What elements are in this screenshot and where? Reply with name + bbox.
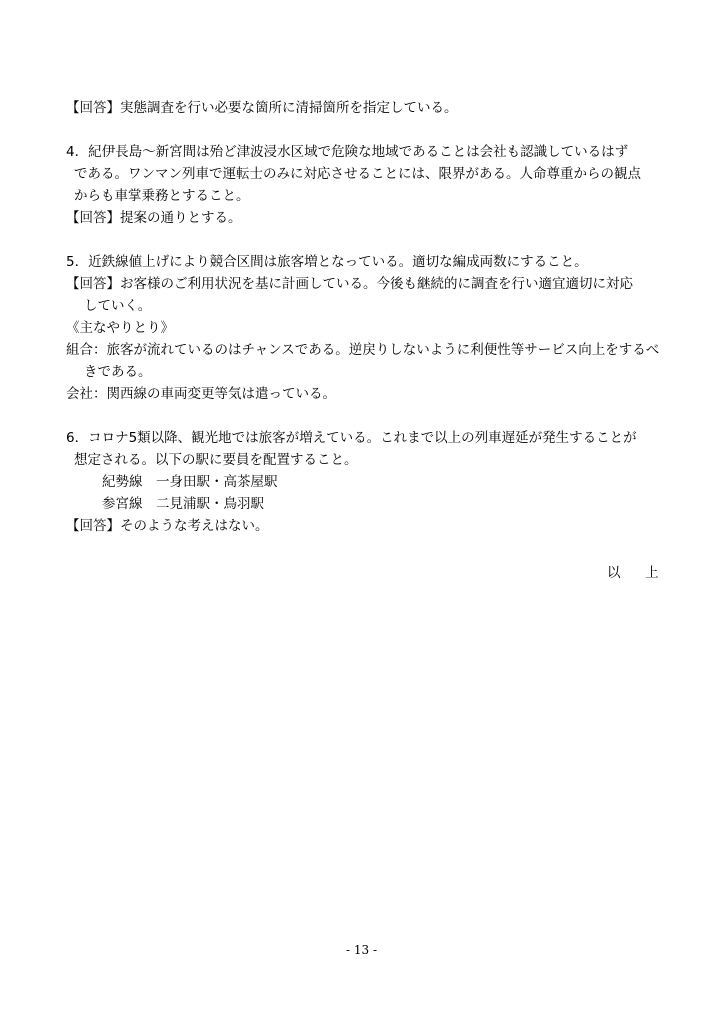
text-line: していく。 <box>84 298 152 314</box>
text-line: 《主なやりとり》 <box>66 320 174 336</box>
text-line: 【回答】そのような考えはない。 <box>66 518 269 534</box>
closing-char-2: 上 <box>645 565 659 581</box>
text-line: 4．紀伊長島～新宮間は殆ど津波浸水区域で危険な地域であることは会社も認識しているはず <box>66 144 629 160</box>
page-number: - 13 - <box>345 943 377 957</box>
text-line: きである。 <box>84 364 152 380</box>
closing-mark <box>607 561 659 581</box>
text-line: 6．コロナ5類以降、観光地では旅客が増えている。これまで以上の列車遅延が発生することが <box>66 430 637 446</box>
closing-char-1: 以 <box>607 565 621 581</box>
text-line: 会社：関西線の車両変更等気は遣っている。 <box>66 386 336 402</box>
text-line: 組合：旅客が流れているのはチャンスである。逆戻りしないように利便性等サービス向上をするべ <box>66 342 660 358</box>
text-line: である。ワンマン列車で運転士のみに対応させることには、限界がある。人命尊重からの観点 <box>74 166 641 182</box>
text-line: 想定される。以下の駅に要員を配置すること。 <box>74 452 358 468</box>
text-line: 【回答】お客様のご利用状況を基に計画している。今後も継続的に調査を行い適宜適切に対応 <box>66 276 633 292</box>
text-line: 【回答】提案の通りとする。 <box>66 210 242 226</box>
text-line: 【回答】実態調査を行い必要な箇所に清掃箇所を指定している。 <box>66 100 458 116</box>
text-line: 紀勢線 一身田駅・高茶屋駅 <box>102 474 278 490</box>
text-line: 5．近鉄線値上げにより競合区間は旅客増となっている。適切な編成両数にすること。 <box>66 254 588 270</box>
text-line: からも車掌乗務とすること。 <box>74 188 250 204</box>
text-line: 参宮線 二見浦駅・鳥羽駅 <box>102 496 264 512</box>
